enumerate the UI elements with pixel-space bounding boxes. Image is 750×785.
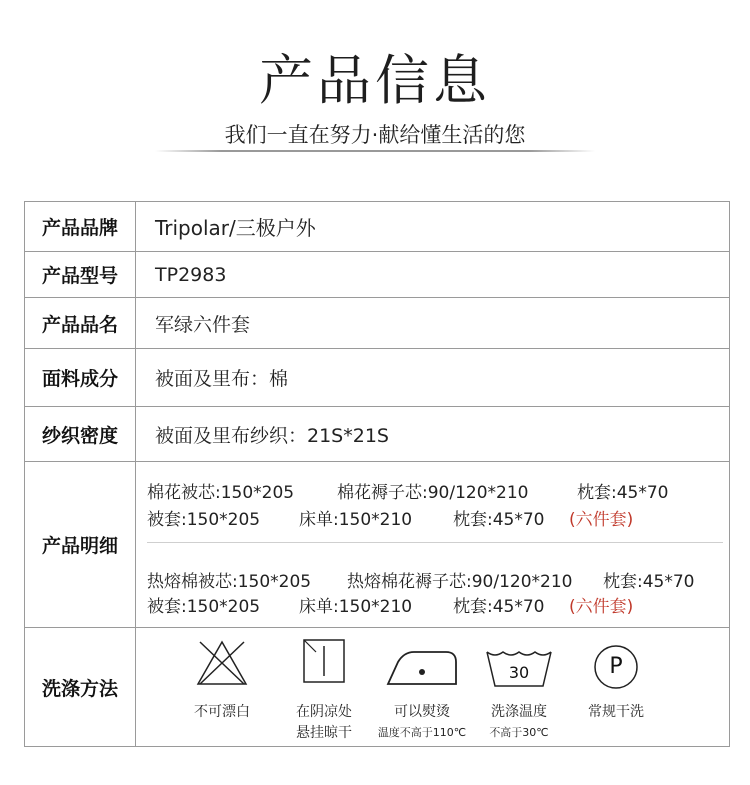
- detail-pillow: 枕套:45*70: [603, 572, 695, 592]
- spec-value: Tripolar/三极户外: [155, 216, 316, 240]
- detail-set-note: (六件套): [569, 510, 634, 530]
- care-sub-label: 温度不高于110℃: [377, 726, 467, 739]
- care-label-line2: 悬挂晾干: [296, 725, 352, 741]
- spec-label: 产品明细: [25, 462, 136, 627]
- dry-clean-letter: P: [609, 654, 623, 679]
- spec-row-density: [25, 407, 729, 462]
- line-dry-shade-icon: [302, 638, 346, 684]
- spec-label: 洗涤方法: [25, 628, 136, 746]
- spec-row-model: [25, 252, 729, 298]
- detail-cover: 被套:150*205: [147, 510, 261, 530]
- iron-icon: [384, 648, 460, 688]
- care-label: 可以熨烫: [394, 704, 450, 720]
- spec-value: TP2983: [155, 263, 227, 286]
- spec-row-details: [25, 462, 729, 628]
- spec-row-brand: [25, 202, 729, 252]
- detail-sheet: 床单:150*210: [299, 510, 413, 530]
- detail-core: 棉花被芯:150*205: [147, 483, 295, 503]
- detail-divider: [147, 542, 723, 543]
- spec-label: 产品型号: [25, 252, 136, 297]
- spec-label: 产品品名: [25, 298, 136, 348]
- spec-label: 面料成分: [25, 349, 136, 406]
- page-title: 产品信息: [259, 49, 491, 112]
- detail-mattress: 棉花褥子芯:90/120*210: [337, 483, 529, 503]
- spec-table: [24, 201, 730, 747]
- spec-label: 纱织密度: [25, 407, 136, 461]
- care-wash-30: [474, 628, 564, 746]
- care-label: 在阴凉处: [296, 704, 352, 720]
- detail-set-note: (六件套): [569, 597, 634, 617]
- wash-temp-text: 30: [508, 663, 530, 682]
- spec-label: 产品品牌: [25, 202, 136, 251]
- spec-value: 军绿六件套: [155, 313, 251, 336]
- no-bleach-icon: [194, 638, 250, 688]
- spec-row-name: [25, 298, 729, 349]
- spec-value: 被面及里布纱织：21S*21S: [155, 424, 389, 447]
- care-label: 常规干洗: [588, 704, 644, 720]
- detail-sheet: 床单:150*210: [299, 597, 413, 617]
- spec-value: 被面及里布：棉: [155, 368, 289, 390]
- spec-row-material: [25, 349, 729, 407]
- detail-core: 热熔棉被芯:150*205: [147, 572, 312, 592]
- subtitle-divider: [155, 150, 595, 152]
- spec-row-care: [25, 628, 729, 746]
- detail-pillow: 枕套:45*70: [453, 597, 545, 617]
- care-label: 不可漂白: [194, 704, 250, 720]
- detail-cover: 被套:150*205: [147, 597, 261, 617]
- care-no-bleach: [177, 628, 267, 746]
- care-line-dry: [279, 628, 369, 746]
- care-sub-label: 不高于30℃: [489, 726, 549, 739]
- page-subtitle: 我们一直在努力·献给懂生活的您: [224, 123, 526, 147]
- care-dry-clean: [571, 628, 661, 746]
- care-label: 洗涤温度: [491, 704, 547, 720]
- detail-pillow: 枕套:45*70: [577, 483, 669, 503]
- detail-mattress: 热熔棉花褥子芯:90/120*210: [347, 572, 573, 592]
- detail-pillow: 枕套:45*70: [453, 510, 545, 530]
